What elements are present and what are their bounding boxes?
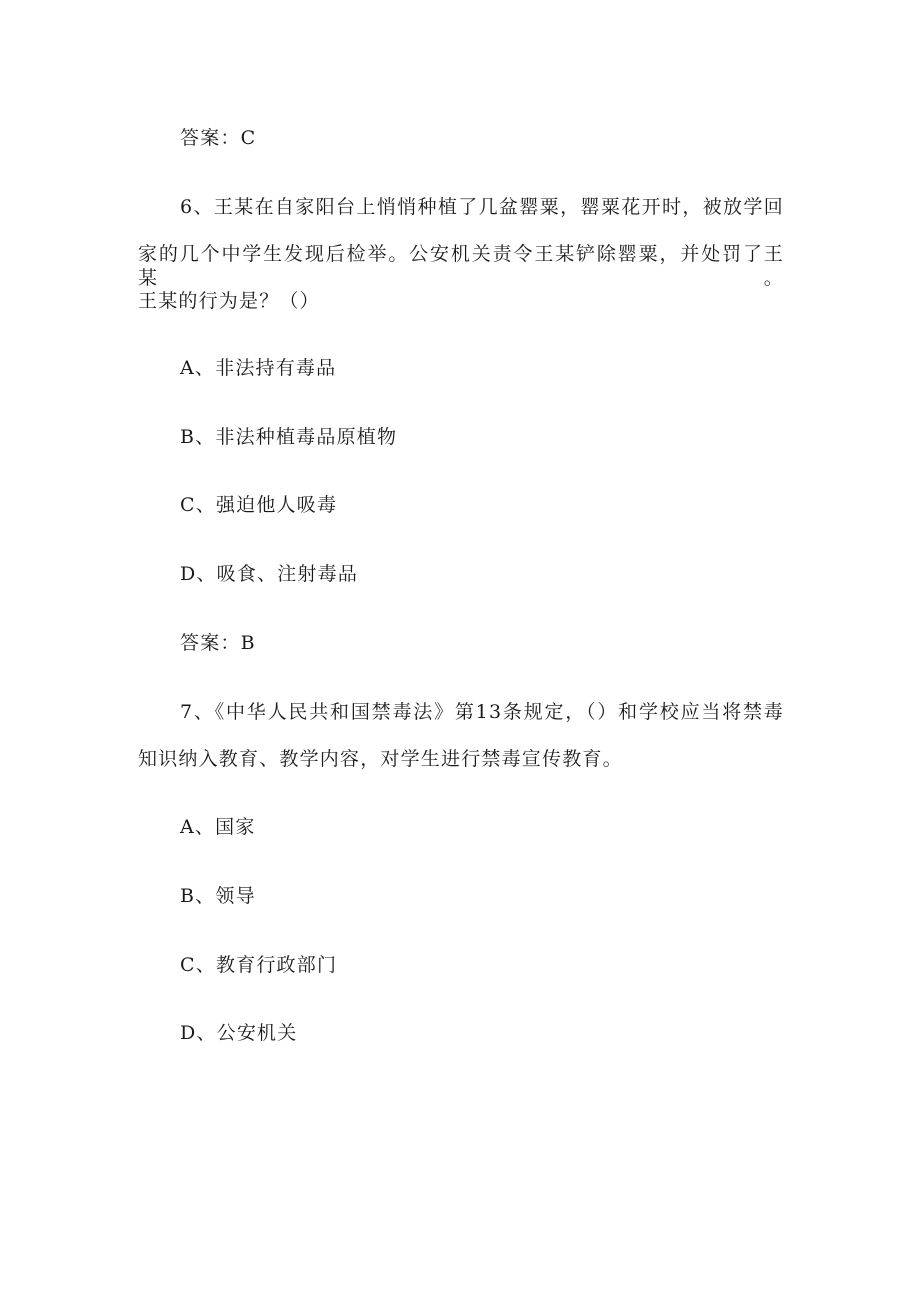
question-7-option-b: B、领导: [180, 885, 256, 907]
question-7-option-d: D、公安机关: [180, 1022, 298, 1044]
question-6-line-2: 家的几个中学生发现后检举。公安机关责令王某铲除罂粟，并处罚了王某。: [138, 243, 784, 289]
question-7-option-c: C、教育行政部门: [180, 954, 338, 976]
answer-5: 答案：C: [180, 127, 257, 149]
question-7-line-1: 7、《中华人民共和国禁毒法》第13条规定，（）和学校应当将禁毒: [180, 701, 784, 723]
question-6-option-a: A、非法持有毒品: [180, 357, 337, 379]
question-7-option-a: A、国家: [180, 816, 256, 838]
question-6-option-d: D、吸食、注射毒品: [180, 563, 359, 585]
question-7-line-2: 知识纳入教育、教学内容，对学生进行禁毒宣传教育。: [138, 748, 623, 770]
question-6-line-1: 6、王某在自家阳台上悄悄种植了几盆罂粟，罂粟花开时，被放学回: [180, 196, 784, 218]
answer-6: 答案：B: [180, 632, 256, 654]
question-6-line-3: 王某的行为是？（）: [138, 290, 320, 312]
question-6-option-b: B、非法种植毒品原植物: [180, 426, 398, 448]
question-6-option-c: C、强迫他人吸毒: [180, 494, 338, 516]
